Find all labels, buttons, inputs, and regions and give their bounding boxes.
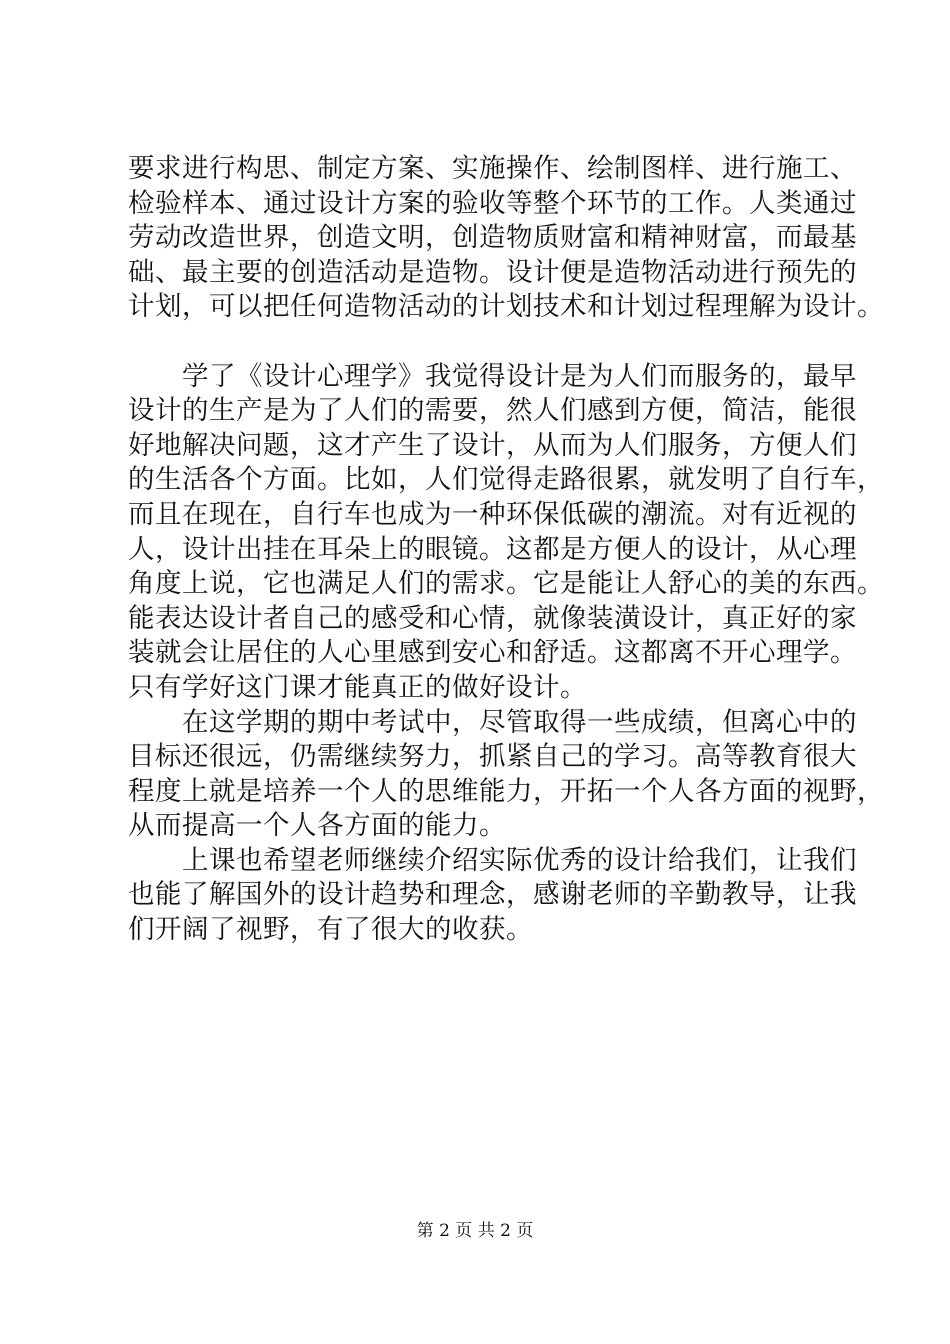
text-line: 能表达设计者自己的感受和心情，就像装潢设计，真正好的家	[128, 602, 857, 634]
text-line: 好地解决问题，这才产生了设计，从而为人们服务，方便人们	[128, 429, 857, 461]
text-line: 上课也希望老师继续介绍实际优秀的设计给我们，让我们	[128, 844, 857, 876]
text-line: 要求进行构思、制定方案、实施操作、绘制图样、进行施工、	[128, 153, 857, 184]
text-line: 在这学期的期中考试中，尽管取得一些成绩，但离心中的	[128, 706, 857, 738]
text-line: 而且在现在，自行车也成为一种环保低碳的潮流。对有近视的	[128, 498, 857, 530]
paragraph-1	[128, 152, 884, 325]
text-line: 础、最主要的创造活动是造物。设计便是造物活动进行预先的	[128, 256, 857, 288]
paragraph-2	[128, 360, 884, 706]
text-line: 目标还很远，仍需继续努力，抓紧自己的学习。高等教育很大	[128, 741, 857, 773]
text-line: 设计的生产是为了人们的需要，然人们感到方便，简洁，能很	[128, 395, 857, 427]
text-line: 计划，可以把任何造物活动的计划技术和计划过程理解为设计。	[128, 291, 884, 323]
text-line: 学了《设计心理学》我觉得设计是为人们而服务的，最早	[128, 360, 857, 392]
paragraph-3	[128, 706, 884, 844]
document-body	[128, 152, 884, 948]
page-footer: 第 2 页 共 2 页	[416, 1221, 534, 1241]
text-line: 只有学好这门课才能真正的做好设计。	[128, 671, 587, 703]
text-line: 也能了解国外的设计趋势和理念，感谢老师的辛勤教导，让我	[128, 879, 857, 911]
text-line: 程度上就是培养一个人的思维能力，开拓一个人各方面的视野，	[128, 775, 884, 807]
text-line: 的生活各个方面。比如，人们觉得走路很累，就发明了自行车，	[128, 464, 884, 496]
text-line: 劳动改造世界，创造文明，创造物质财富和精神财富，而最基	[128, 222, 857, 254]
paragraph-4	[128, 844, 857, 948]
paragraph-spacer	[128, 325, 844, 360]
text-line: 们开阔了视野，有了很大的收获。	[128, 914, 533, 946]
text-line: 角度上说，它也满足人们的需求。它是能让人舒心的美的东西。	[128, 568, 884, 600]
text-line: 装就会让居住的人心里感到安心和舒适。这都离不开心理学。	[128, 637, 857, 669]
text-line: 人，设计出挂在耳朵上的眼镜。这都是方便人的设计，从心理	[128, 533, 857, 565]
text-line: 从而提高一个人各方面的能力。	[128, 810, 506, 842]
text-line: 检验样本、通过设计方案的验收等整个环节的工作。人类通过	[128, 187, 857, 219]
